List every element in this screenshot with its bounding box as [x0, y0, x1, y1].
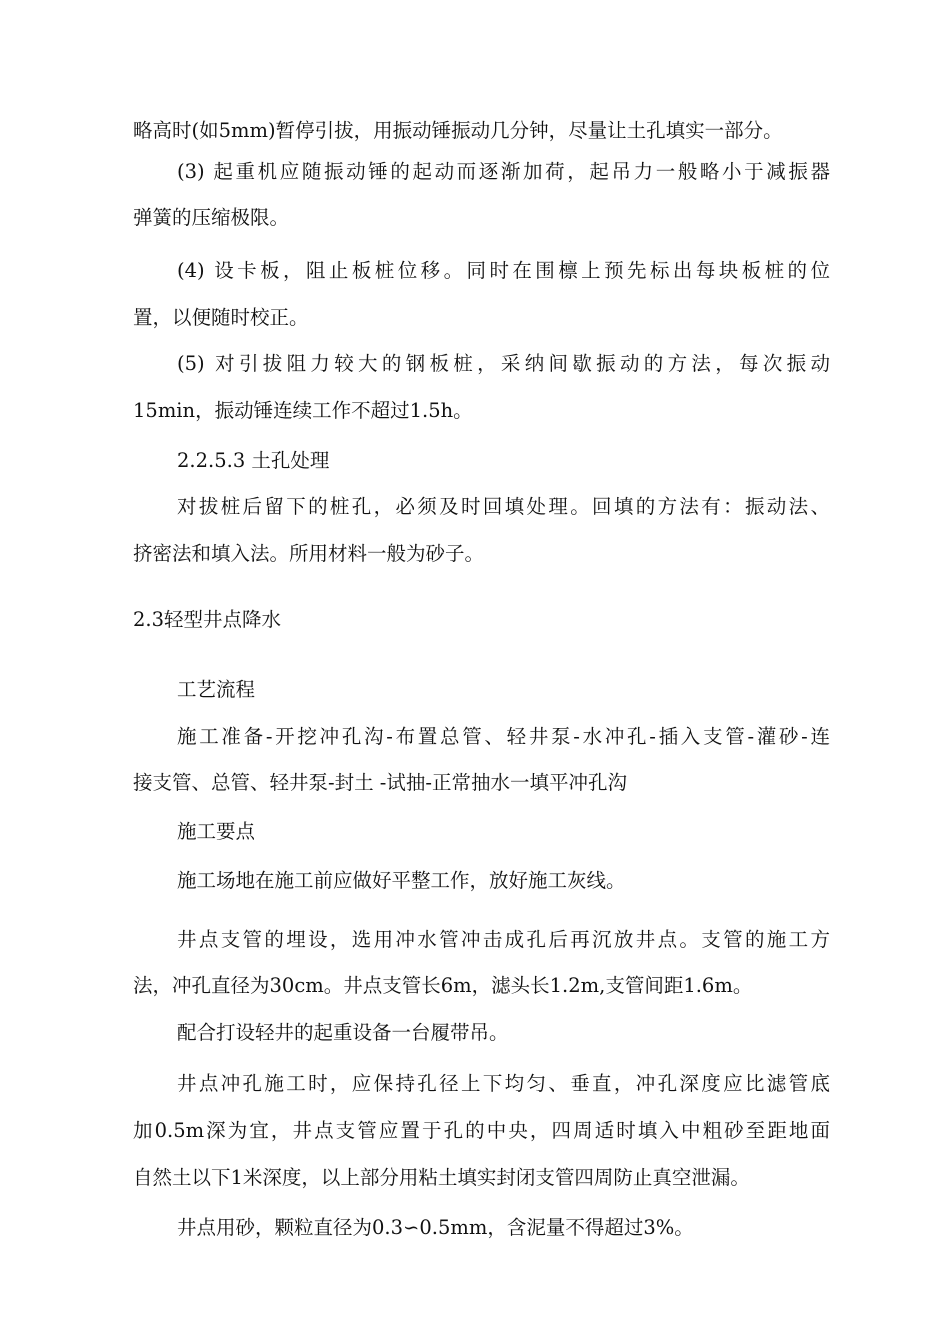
subheading: 工艺流程 — [177, 678, 256, 701]
text-line: 自然土以下1米深度，以上部分用粘土填实封闭支管四周防止真空泄漏。 — [133, 1166, 750, 1189]
text-line: 置，以便随时校正。 — [133, 306, 309, 329]
text-line: 井点支管的埋设，选用冲水管冲击成孔后再沉放井点。支管的施工方 — [177, 928, 830, 951]
text-line: 对拔桩后留下的桩孔，必须及时回填处理。回填的方法有：振动法、 — [177, 495, 830, 518]
text-line: 施工准备-开挖冲孔沟-布置总管、轻井泵-水冲孔-插入支管-灌砂-连 — [177, 725, 830, 748]
text-line: 井点用砂，颗粒直径为0.3∽0.5mm，含泥量不得超过3%。 — [177, 1216, 694, 1239]
text-line: 弹簧的压缩极限。 — [133, 206, 290, 229]
section-heading: 2.2.5.3 土孔处理 — [177, 449, 330, 472]
subheading: 施工要点 — [177, 820, 256, 843]
section-heading: 2.3轻型井点降水 — [133, 608, 282, 631]
text-line: 法，冲孔直径为30cm。井点支管长6m，滤头长1.2m,支管间距1.6m。 — [133, 974, 753, 997]
text-line: (5) 对引拔阻力较大的钢板桩，采纳间歇振动的方法，每次振动 — [177, 352, 830, 375]
text-line: 15min，振动锤连续工作不超过1.5h。 — [133, 399, 473, 422]
text-line: (3) 起重机应随振动锤的起动而逐渐加荷，起吊力一般略小于减振器 — [177, 160, 830, 183]
text-line: 挤密法和填入法。所用材料一般为砂子。 — [133, 542, 485, 565]
text-line: 井点冲孔施工时，应保持孔径上下均匀、垂直，冲孔深度应比滤管底 — [177, 1072, 830, 1095]
text-line: 加0.5m深为宜，井点支管应置于孔的中央，四周适时填入中粗砂至距地面 — [133, 1119, 830, 1142]
text-line: 接支管、总管、轻井泵-封土 -试抽-正常抽水一填平冲孔沟 — [133, 771, 627, 794]
text-line: 略高时(如5mm)暂停引拔，用振动锤振动几分钟，尽量让土孔填实一部分。 — [133, 119, 783, 142]
text-line: 施工场地在施工前应做好平整工作，放好施工灰线。 — [177, 869, 626, 892]
text-line: (4) 设卡板，阻止板桩位移。同时在围檩上预先标出每块板桩的位 — [177, 259, 830, 282]
text-line: 配合打设轻井的起重设备一台履带吊。 — [177, 1021, 509, 1044]
